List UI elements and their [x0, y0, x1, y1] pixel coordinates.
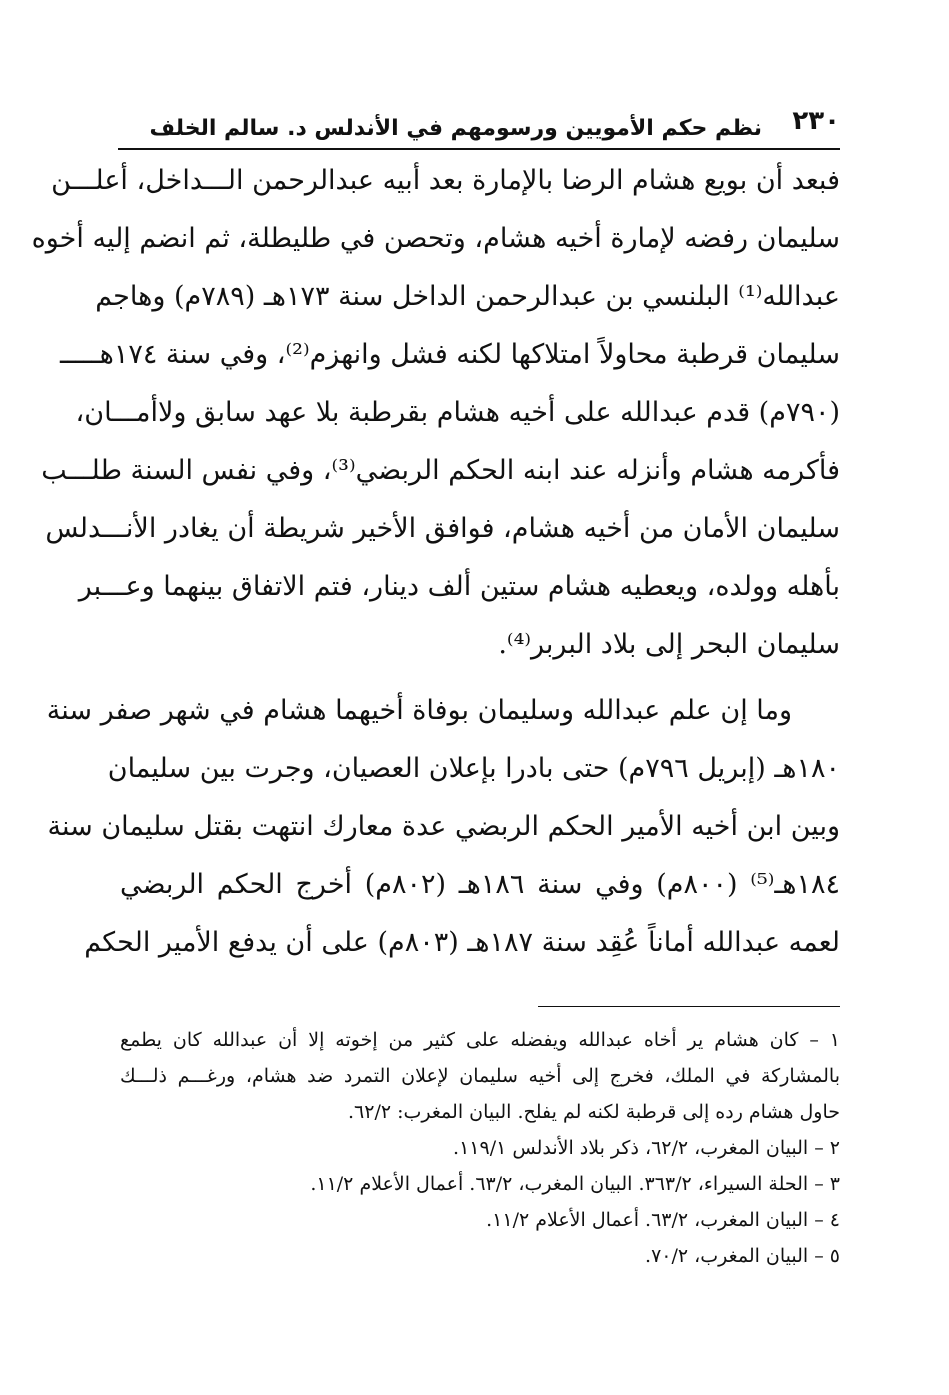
body-line: لعمه عبدالله أماناً عُقِد سنة ١٨٧هـ (٨٠٣م) على أن يدفع الأمير الحكم — [84, 927, 840, 958]
running-title: نظم حكم الأمويين ورسومهم في الأندلس د. سالم الخلف — [149, 116, 762, 141]
body-line: عبدالله⁽¹⁾ البلنسي بن عبدالرحمن الداخل سنة ١٧٣هـ (٧٨٩م) وهاجم — [95, 281, 840, 312]
footnote-line: ٤ – البيان المغرب، ٦٣/٢. أعمال الأعلام ١١/٢. — [486, 1209, 840, 1231]
body-line: وما إن علم عبدالله وسليمان بوفاة أخيهما هشام في شهر صفر سنة — [46, 695, 792, 726]
body-line: سليمان البحر إلى بلاد البربر⁽⁴⁾. — [498, 629, 840, 660]
header-rule — [118, 148, 840, 150]
body-line: سليمان قرطبة محاولاً امتلاكها لكنه فشل وانهزم⁽²⁾، وفي سنة ١٧٤هـــــ — [60, 339, 840, 370]
body-line: ١٨٤هـ⁽⁵⁾ (٨٠٠م) وفي سنة ١٨٦هـ (٨٠٢م) أخرج الحكم الربضي — [120, 869, 840, 900]
footnote-line: ٢ – البيان المغرب، ٦٢/٢، ذكر بلاد الأندلس ١١٩/١. — [453, 1137, 840, 1159]
body-line: سليمان رفضه لإمارة أخيه هشام، وتحصن في طليطلة، ثم انضم إليه أخوه — [31, 223, 840, 254]
body-line: سليمان الأمان من أخيه هشام، فوافق الأخير شريطة أن يغادر الأنـــدلس — [45, 513, 840, 544]
body-line: بأهله وولده، ويعطيه هشام ستين ألف دينار، فتم الاتفاق بينهما وعـــبر — [78, 571, 840, 602]
footnote-line: ٣ – الحلة السيراء، ٣٦٣/٢. البيان المغرب، ٦٣/٢. أعمال الأعلام ١١/٢. — [310, 1173, 840, 1195]
body-line: (٧٩٠م) قدم عبدالله على أخيه هشام بقرطبة بلا عهد سابق ولاأمـــان، — [75, 397, 840, 428]
body-line: ١٨٠هـ (إبريل ٧٩٦م) حتى بادرا بإعلان العصيان، وجرت بين سليمان — [107, 753, 840, 784]
page-number: ٢٣٠ — [792, 106, 840, 136]
footnote-line: بالمشاركة في الملك، فخرج إلى أخيه سليمان لإعلان التمرد ضد هشام، ورغـــم ذلـــك — [120, 1065, 840, 1087]
body-line: فأكرمه هشام وأنزله عند ابنه الحكم الربضي⁽³⁾، وفي نفس السنة طلـــب — [41, 455, 840, 486]
body-text — [31, 152, 840, 972]
body-line: وبين ابن أخيه الأمير الحكم الربضي عدة معارك انتهت بقتل سليمان سنة — [47, 811, 840, 842]
footnote-line: ١ – كان هشام ير أخاه عبدالله ويفضله على كثير من إخوته إلا أن عبدالله كان يطمع — [120, 1029, 840, 1051]
page-header — [118, 106, 840, 146]
footnote-separator — [538, 1006, 840, 1007]
footnotes — [120, 1022, 840, 1274]
footnote-line: حاول هشام رده إلى قرطبة لكنه لم يفلح. البيان المغرب: ٦٢/٢. — [347, 1101, 840, 1123]
body-line: فبعد أن بويع هشام الرضا بالإمارة بعد أبيه عبدالرحمن الـــداخل، أعلـــن — [51, 165, 840, 196]
footnote-line: ٥ – البيان المغرب، ٧٠/٢. — [645, 1245, 840, 1267]
